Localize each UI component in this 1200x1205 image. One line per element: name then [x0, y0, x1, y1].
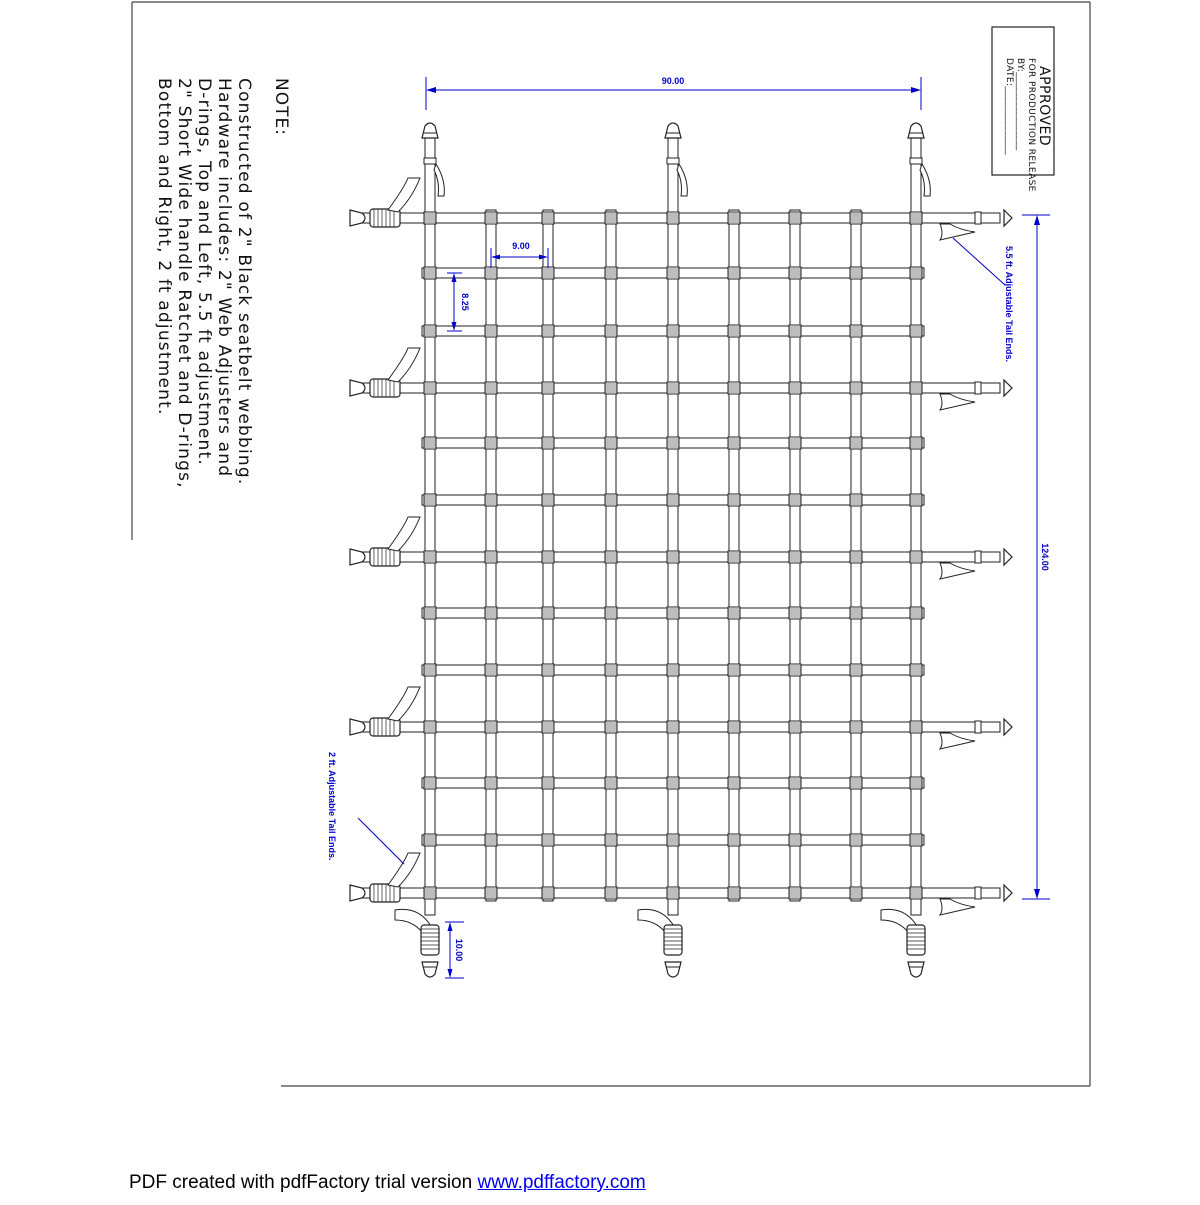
bottom-ratchet [421, 925, 439, 955]
right-d-ring [1004, 210, 1012, 226]
left-end-hook [350, 380, 365, 396]
left-tail-end [388, 178, 420, 212]
approval-date: DATE:______________ [1004, 58, 1014, 156]
note-spacer [254, 78, 270, 489]
approval-stamp [1003, 58, 1052, 192]
right-adjuster [975, 551, 981, 563]
bottom-end-hook [908, 962, 924, 977]
note-heading: NOTE: [271, 78, 291, 136]
top-end-hook [665, 123, 681, 138]
right-d-ring [1004, 885, 1012, 901]
left-tail-end [388, 687, 420, 721]
top-tail-end [677, 164, 687, 196]
vertical-strap [668, 135, 678, 915]
pdf-footer [129, 1172, 646, 1194]
note-line: Hardware includes: 2" Web Adjusters and [214, 78, 234, 478]
overall-length-arrow-bottom [1034, 889, 1040, 899]
left-tail-end [388, 348, 420, 382]
cargo-net [360, 135, 1000, 915]
right-adjuster [975, 887, 981, 899]
right-tail-end [940, 733, 975, 749]
right-callout-leader [953, 238, 1005, 285]
right-adjuster [975, 382, 981, 394]
right-tail-end [940, 394, 975, 410]
vertical-strap [425, 135, 435, 915]
left-tail-end [388, 517, 420, 551]
bottom-end-hook [422, 962, 438, 977]
top-adjuster [910, 158, 922, 164]
right-tail-end [940, 224, 975, 240]
vertical-strap [911, 135, 921, 915]
right-d-ring [1004, 719, 1012, 735]
note-line: D-rings, Top and Left, 5.5 ft adjustment. [194, 78, 214, 466]
tail-length-arrow-bottom [448, 969, 453, 978]
note-line: Bottom and Right, 2 ft adjustment. [154, 78, 174, 416]
right-d-ring [1004, 549, 1012, 565]
left-end-hook [350, 719, 365, 735]
footer-text: PDF created with pdfFactory trial version [129, 1172, 478, 1193]
right-tail-end [940, 563, 975, 579]
right-adjuster [975, 212, 981, 224]
bottom-ratchet [664, 925, 682, 955]
overall-width-arrow-left [426, 87, 436, 93]
left-end-hook [350, 210, 365, 226]
note-line: 2" Short Wide handle Ratchet and D-rings, [174, 78, 194, 489]
note-line: Constructed of 2" Black seatbelt webbing. [234, 78, 254, 486]
approval-date-label: DATE: [1004, 58, 1014, 87]
top-adjuster [667, 158, 679, 164]
approval-by: BY:________________ [1015, 58, 1025, 151]
left-callout-label: 2 ft. Adjustable Tail Ends. [327, 752, 337, 861]
top-end-hook [422, 123, 438, 138]
approval-subtitle: FOR PRODUCTION RELEASE [1026, 58, 1036, 192]
left-end-hook [350, 885, 365, 901]
left-tail-end [388, 853, 420, 887]
note-block [154, 78, 292, 489]
bottom-ratchet [907, 925, 925, 955]
right-d-ring [1004, 380, 1012, 396]
right-tail-end [940, 899, 975, 915]
overall-length-label: 124.00 [1040, 543, 1050, 571]
horizontal-strap [360, 383, 1000, 393]
tail-length-arrow-top [448, 922, 453, 931]
right-callout-label: 5.5 ft. Adjustable Tail Ends. [1004, 246, 1014, 363]
approval-title: APPROVED [1036, 66, 1052, 147]
top-adjuster [424, 158, 436, 164]
cell-height-label: 8.25 [460, 293, 470, 311]
top-tail-end [434, 164, 444, 196]
approval-by-label: BY: [1015, 58, 1025, 73]
bottom-end-hook [665, 962, 681, 977]
right-adjuster [975, 721, 981, 733]
left-end-hook [350, 549, 365, 565]
overall-width-label: 90.00 [661, 76, 685, 86]
top-tail-end [920, 164, 930, 196]
overall-length-arrow-top [1034, 215, 1040, 225]
horizontal-strap [360, 888, 1000, 898]
horizontal-strap [360, 213, 1000, 223]
top-end-hook [908, 123, 924, 138]
left-callout-leader [358, 818, 404, 864]
tail-length-label: 10.00 [454, 938, 464, 962]
footer-link[interactable]: www.pdffactory.com [477, 1172, 646, 1193]
horizontal-strap [360, 722, 1000, 732]
overall-width-arrow-right [911, 87, 921, 93]
horizontal-strap [360, 552, 1000, 562]
cell-width-label: 9.00 [512, 241, 530, 251]
